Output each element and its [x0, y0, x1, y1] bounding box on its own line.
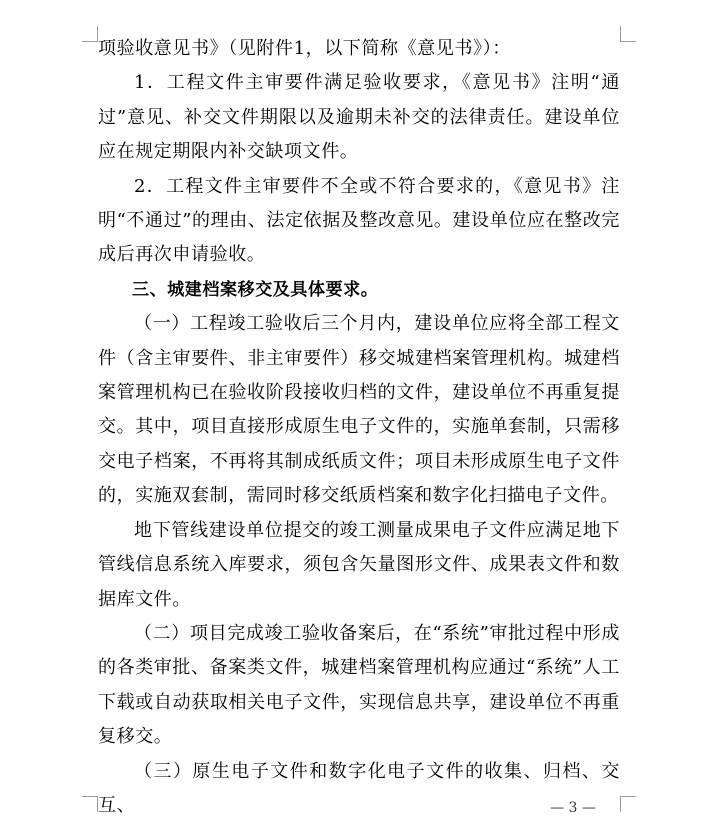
paragraph-subsection-2: （二）项目完成竣工验收备案后，在“系统”审批过程中形成的各类审批、备案类文件，城建档案管理机构应通过“系统”人工下载或自动获取相关电子文件，实现信息共享，建设单位不再重复移交。	[98, 622, 620, 748]
page-number: — 3 —	[550, 800, 596, 816]
paragraph-item-2: 2．工程文件主审要件不全或不符合要求的，《意见书》注明“不通过”的理由、法定依据及整改意见。建设单位应在整改完成后再次申请验收。	[98, 175, 620, 266]
paragraph-item-1: 1．工程文件主审要件满足验收要求，《意见书》注明“通过”意见、补交文件期限以及逾期未补交的法律责任。建设单位应在规定期限内补交缺项文件。	[98, 72, 620, 163]
crop-mark-top-right	[620, 26, 636, 42]
paragraph-continuation: 项验收意见书》（见附件1，以下简称《意见书》）：	[98, 38, 511, 59]
paragraph-subsection-1: （一）工程竣工验收后三个月内，建设单位应将全部工程文件（含主审要件、非主审要件）移交城建档案管理机构。城建档案管理机构已在验收阶段接收归档的文件，建设单位不再重复提交。其中，项目直接形成原生电子文件的，实施单套制，只需移交电子档案，不再将其制成纸质文件；项目未形成原生电子文件的，实施双套制，需同时移交纸质档案和数字化扫描电子文件。	[98, 313, 620, 507]
section-heading-3: 三、城建档案移交及具体要求。	[132, 279, 379, 300]
crop-mark-bottom-left	[82, 796, 98, 812]
crop-mark-bottom-right	[620, 796, 636, 812]
paragraph-subsection-3: （三）原生电子文件和数字化电子文件的收集、归档、交互、	[98, 760, 620, 816]
document-body	[98, 32, 620, 823]
paragraph-pipeline: 地下管线建设单位提交的竣工测量成果电子文件应满足地下管线信息系统入库要求，须包含矢量图形文件、成果表文件和数据库文件。	[98, 519, 620, 610]
crop-mark-top-left	[82, 26, 98, 42]
